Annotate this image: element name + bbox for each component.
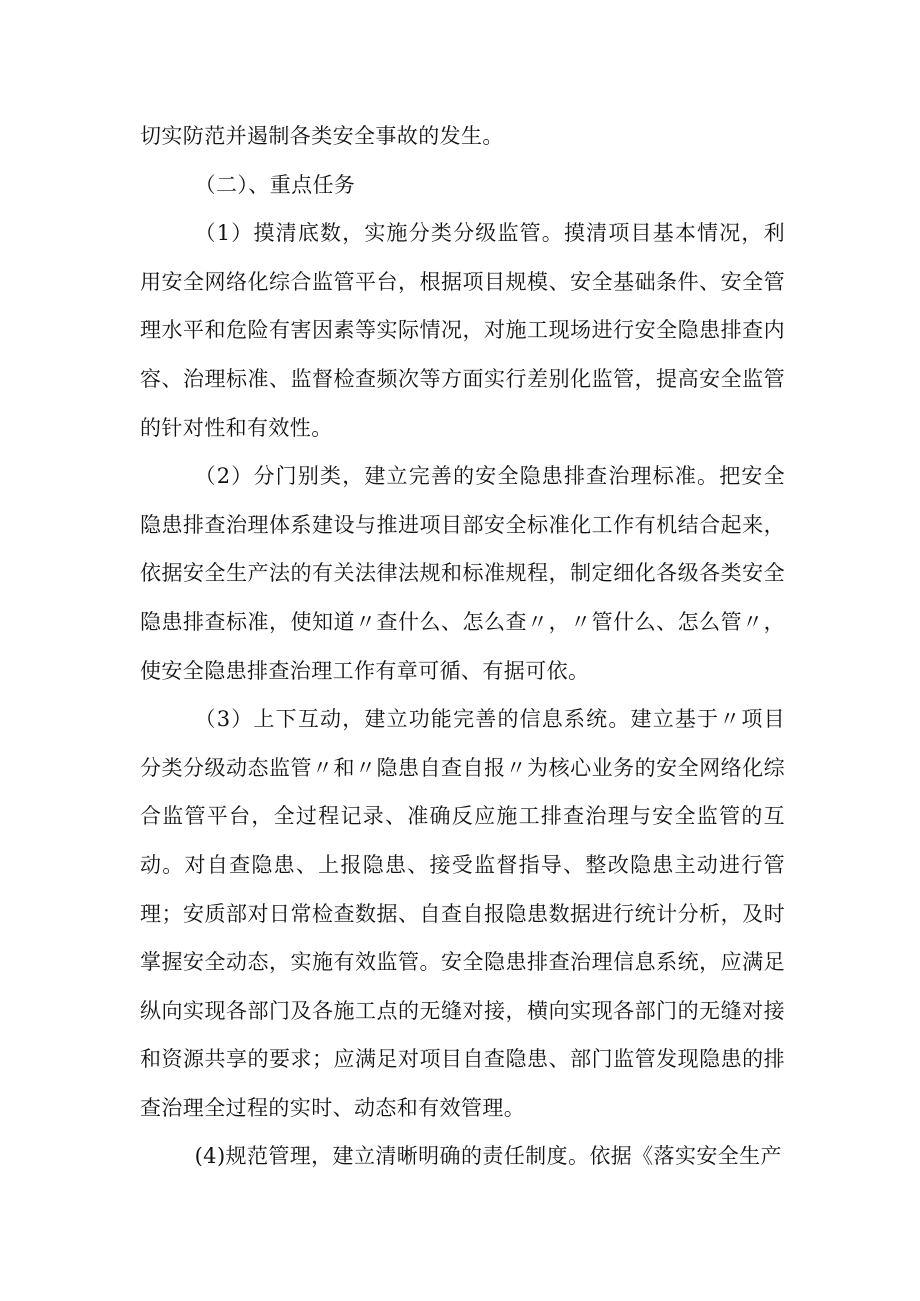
section-heading: （二）、重点任务	[194, 172, 356, 197]
paragraph-task-4: (4)规范管理，建立清晰明确的责任制度。依据《落实安全生产	[194, 1144, 782, 1169]
paragraph-task-3: （3）上下互动，建立功能完善的信息系统。建立基于〃项目分类分级动态监管〃和〃隐患自查自报〃为核心业务的安全网络化综合监管平台，全过程记录、准确反应施工排查治理与安全监管的互动。对自查隐患、上报隐患、接受监督指导、整改隐患主动进行管理；安质部对日常检查数据、自查自报隐患数据进行统计分析，及时掌握安全动态，实施有效监管。安全隐患排查治理信息系统，应满足纵向实现各部门及各施工点的无缝对接，横向实现各部门的无缝对接和资源共享的要求；应满足对项目自查隐患、部门监管发现隐患的排查治理全过程的实时、动态和有效管理。	[140, 707, 785, 1120]
document-body	[140, 112, 785, 1181]
paragraph-task-1: （1）摸清底数，实施分类分级监管。摸清项目基本情况，利用安全网络化综合监管平台，根据项目规模、安全基础条件、安全管理水平和危险有害因素等实际情况，对施工现场进行安全隐患排查内容、治理标准、监督检查频次等方面实行差别化监管，提高安全监管的针对性和有效性。	[140, 221, 785, 440]
paragraph-continuation: 切实防范并遏制各类安全事故的发生。	[140, 124, 504, 148]
paragraph-task-2: （2）分门别类，建立完善的安全隐患排查治理标准。把安全隐患排查治理体系建设与推进项目部安全标准化工作有机结合起来，依据安全生产法的有关法律法规和标准规程，制定细化各级各类安全隐患排查标准，使知道〃查什么、怎么查〃，〃管什么、怎么管〃，使安全隐患排查治理工作有章可循、有据可依。	[140, 464, 785, 683]
